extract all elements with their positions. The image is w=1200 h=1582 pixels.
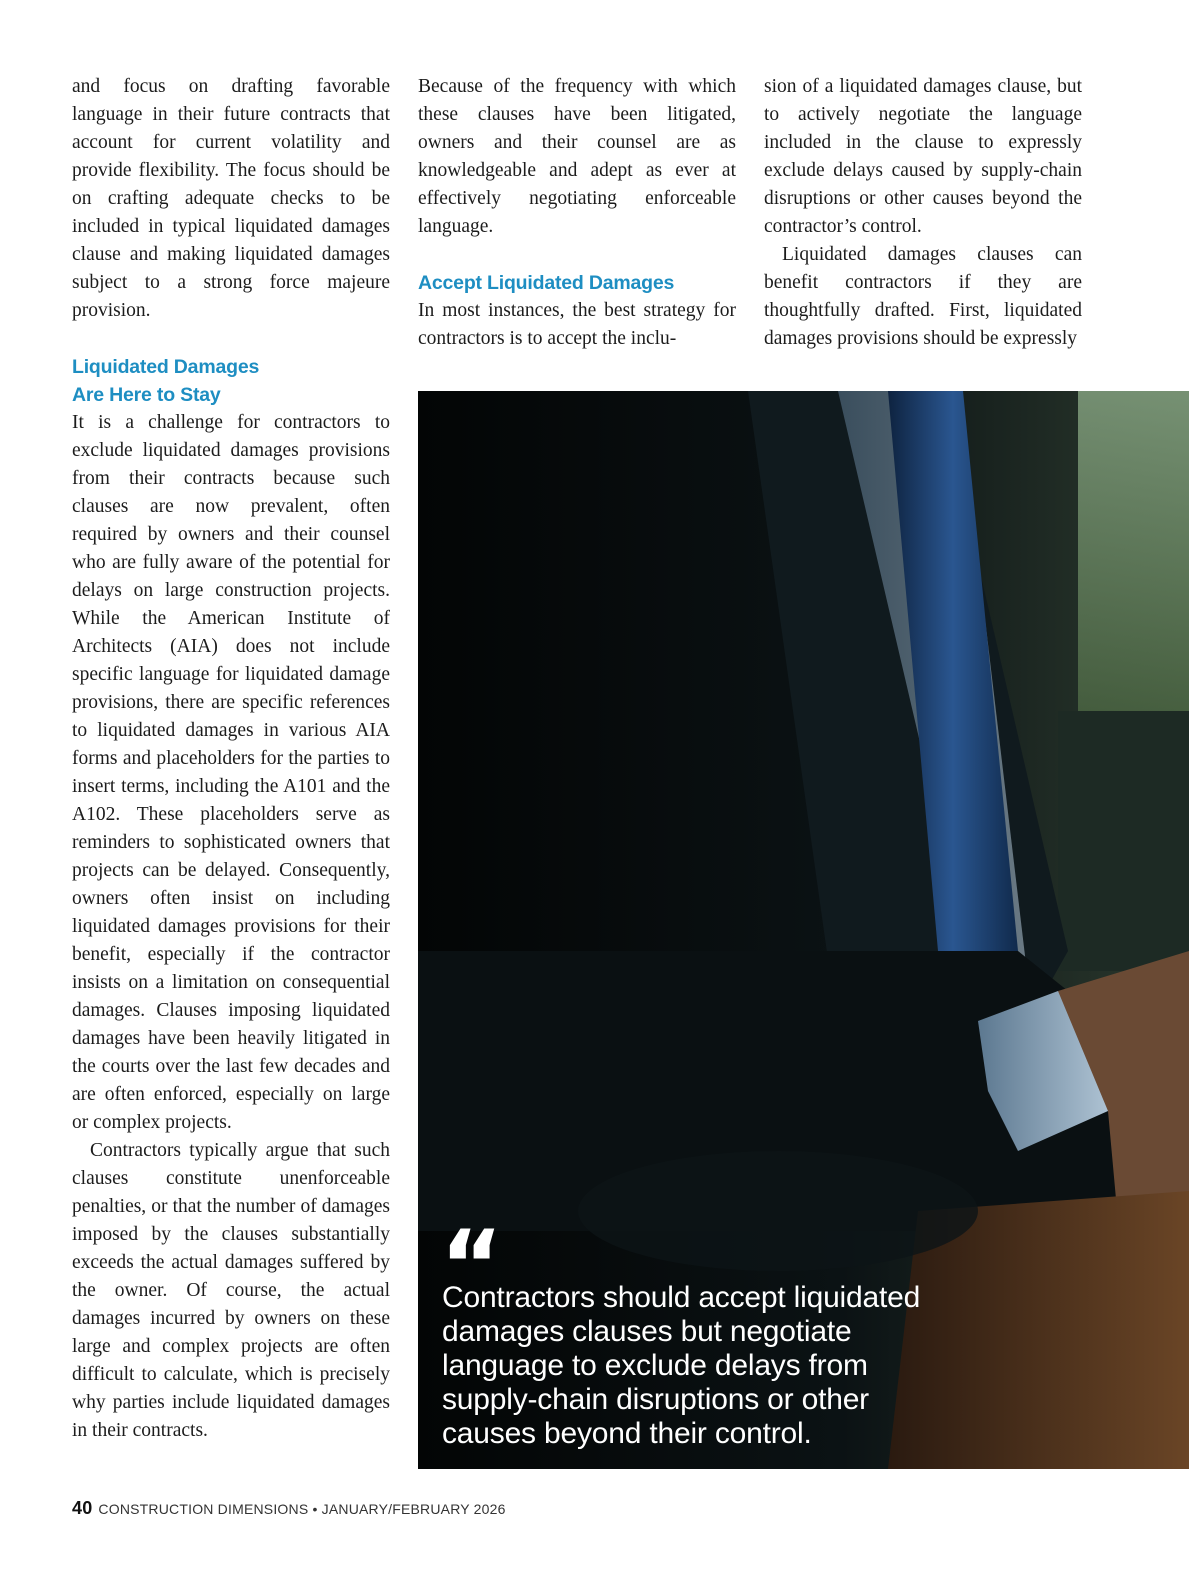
quote-mark-icon: “ [440, 1210, 504, 1322]
section-heading-accept: Accept Liquidated Damages [418, 272, 675, 294]
middle-column [418, 73, 736, 353]
body-paragraph: Liquidated damages clauses can benefit contractors if they are thoughtfully drafted. First, liquidated damages provisions should be expressly [764, 244, 1082, 349]
section-heading-stay-line1: Liquidated Damages [72, 356, 260, 378]
page-footer [72, 1498, 506, 1519]
left-column [72, 73, 390, 1445]
section-heading-stay-line2: Are Here to Stay [72, 384, 221, 406]
pull-quote: Contractors should accept liquidated damages clauses but negotiate language to exclude delays from supply-chain disruptions or other causes beyond their control. [442, 1281, 921, 1450]
page-number: 40 [72, 1498, 93, 1518]
body-paragraph: Because of the frequency with which these clauses have been litigated, owners and their counsel are as knowledgeable and adept as ever at effectively negotiating enforceable language. [418, 76, 736, 237]
body-paragraph: It is a challenge for contractors to exclude liquidated damages provisions from their contracts because such clauses are now prevalent, often required by owners and their counsel who are fully aware of the potential for delays on large construction projects. While the American Institute of Architects (AIA) does not include specific language for liquidated damage provisions, there are specific references to liquidated damages in various AIA forms and placeholders for the parties to insert terms, including the A101 and the A102. These placeholders serve as reminders to sophisticated owners that projects can be delayed. Consequently, owners often insist on including liquidated damages provisions for their benefit, especially if the contractor insists on a limitation on consequential damages. Clauses imposing liquidated damages have been heavily litigated in the courts over the last few decades and are often enforced, especially on large or complex projects. [72, 412, 390, 1133]
body-paragraph: Contractors typically argue that such clauses constitute unenforceable penalties, or that the number of damages imposed by the clauses substantially exceeds the actual damages suffered by the owner. Of course, the actual damages incurred by owners on these large and complex projects are often difficult to calculate, which is precisely why parties include liquidated damages in their contracts. [72, 1140, 390, 1441]
right-column [764, 73, 1082, 353]
intro-paragraph: and focus on drafting favorable language in their future contracts that account for current volatility and provide flexibility. The focus should be on crafting adequate checks to be included in typical liquidated damages clause and making liquidated damages subject to a strong force majeure provision. [72, 76, 390, 321]
body-paragraph: In most instances, the best strategy for contractors is to accept the inclu- [418, 300, 736, 349]
publication-info: CONSTRUCTION DIMENSIONS • JANUARY/FEBRUARY 2026 [98, 1501, 506, 1517]
body-paragraph: sion of a liquidated damages clause, but to actively negotiate the language included in the clause to expressly exclude delays caused by supply-chain disruptions or other causes beyond the contractor’s control. [764, 76, 1082, 237]
